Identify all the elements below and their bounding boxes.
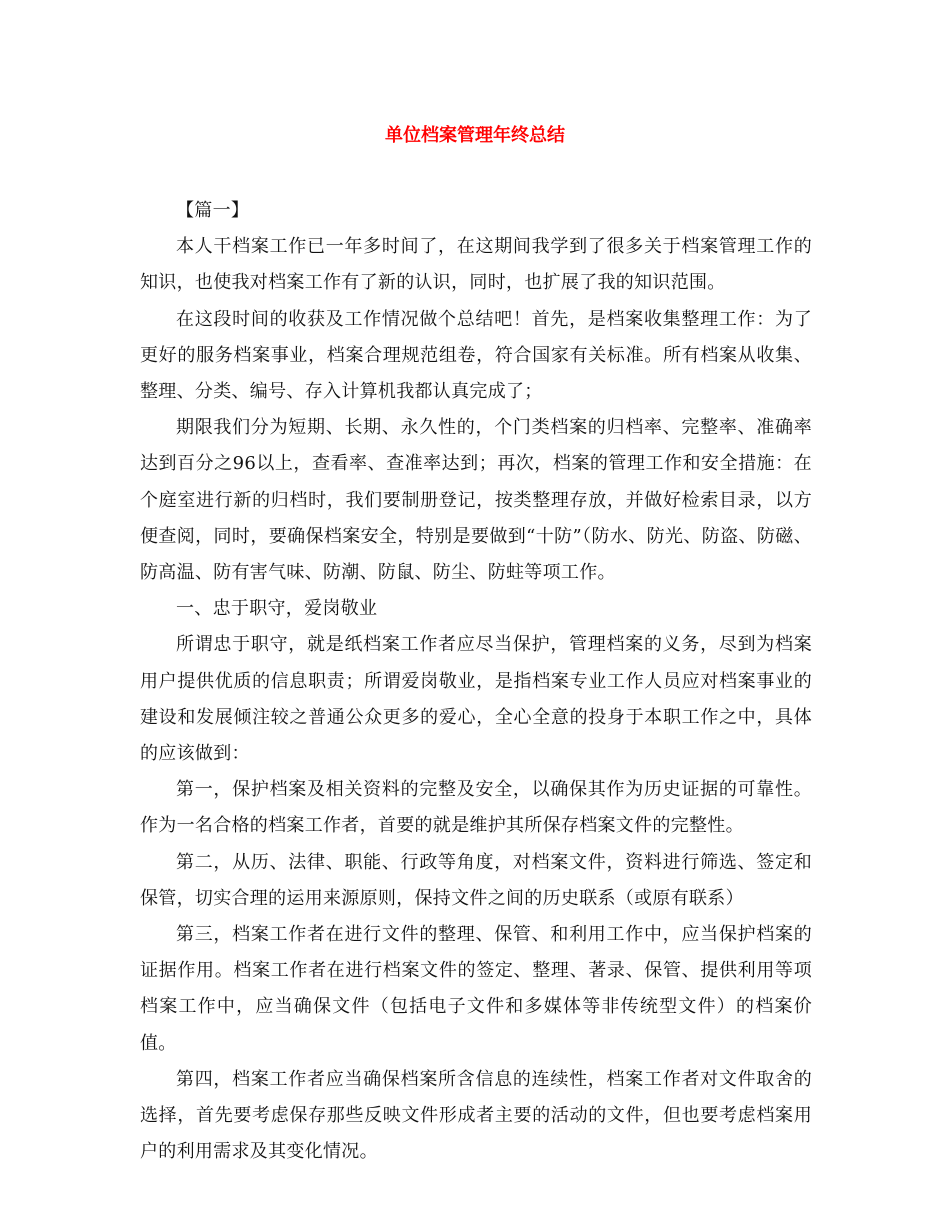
paragraph: 所谓忠于职守，就是纸档案工作者应尽当保护，管理档案的义务，尽到为档案用户提供优质的信息职责；所谓爱岗敬业，是指档案专业工作人员应对档案事业的建设和发展倾注较之普通公众更多的爱心，全心全意的投身于本职工作之中，具体的应该做到： <box>140 634 812 765</box>
paragraph: 本人干档案工作已一年多时间了，在这期间我学到了很多关于档案管理工作的知识，也使我对档案工作有了新的认识，同时，也扩展了我的知识范围。 <box>140 236 812 294</box>
document-body <box>140 193 812 1170</box>
document-title: 单位档案管理年终总结 <box>385 125 565 146</box>
paragraph: 第四，档案工作者应当确保档案所含信息的连续性，档案工作者对文件取舍的选择，首先要考虑保存那些反映文件形成者主要的活动的文件，但也要考虑档案用户的利用需求及其变化情况。 <box>140 1068 812 1163</box>
paragraph: 第二，从历、法律、职能、行政等角度，对档案文件，资料进行筛选、签定和保管，切实合理的运用来源原则，保持文件之间的历史联系（或原有联系） <box>140 851 812 909</box>
paragraph: 第一，保护档案及相关资料的完整及安全，以确保其作为历史证据的可靠性。作为一名合格的档案工作者，首要的就是维护其所保存档案文件的完整性。 <box>140 779 812 837</box>
paragraph: 在这段时间的收获及工作情况做个总结吧！首先，是档案收集整理工作：为了更好的服务档案事业，档案合理规范组卷，符合国家有关标准。所有档案从收集、整理、分类、编号、存入计算机我都认真完成了； <box>140 308 812 403</box>
paragraph: 第三，档案工作者在进行文件的整理、保管、和利用工作中，应当保护档案的证据作用。档案工作者在进行档案文件的签定、整理、著录、保管、提供利用等项档案工作中，应当确保文件（包括电子文件和多媒体等非传统型文件）的档案价值。 <box>140 924 812 1054</box>
section-heading: 一、忠于职守，爱岗敬业 <box>176 598 378 620</box>
section-label: 【篇一】 <box>176 200 250 221</box>
paragraph: 期限我们分为短期、长期、永久性的，个门类档案的归档率、完整率、准确率达到百分之96以上，查看率、查准率达到；再次，档案的管理工作和安全措施：在个庭室进行新的归档时，我们要制册登记，按类整理存放，并做好检索目录，以方便查阅，同时，要确保档案安全，特别是要做到“十防”（防水、防光、防盗、防磁、防高温、防有害气味、防潮、防鼠、防尘、防蛀等项工作。 <box>140 417 812 584</box>
